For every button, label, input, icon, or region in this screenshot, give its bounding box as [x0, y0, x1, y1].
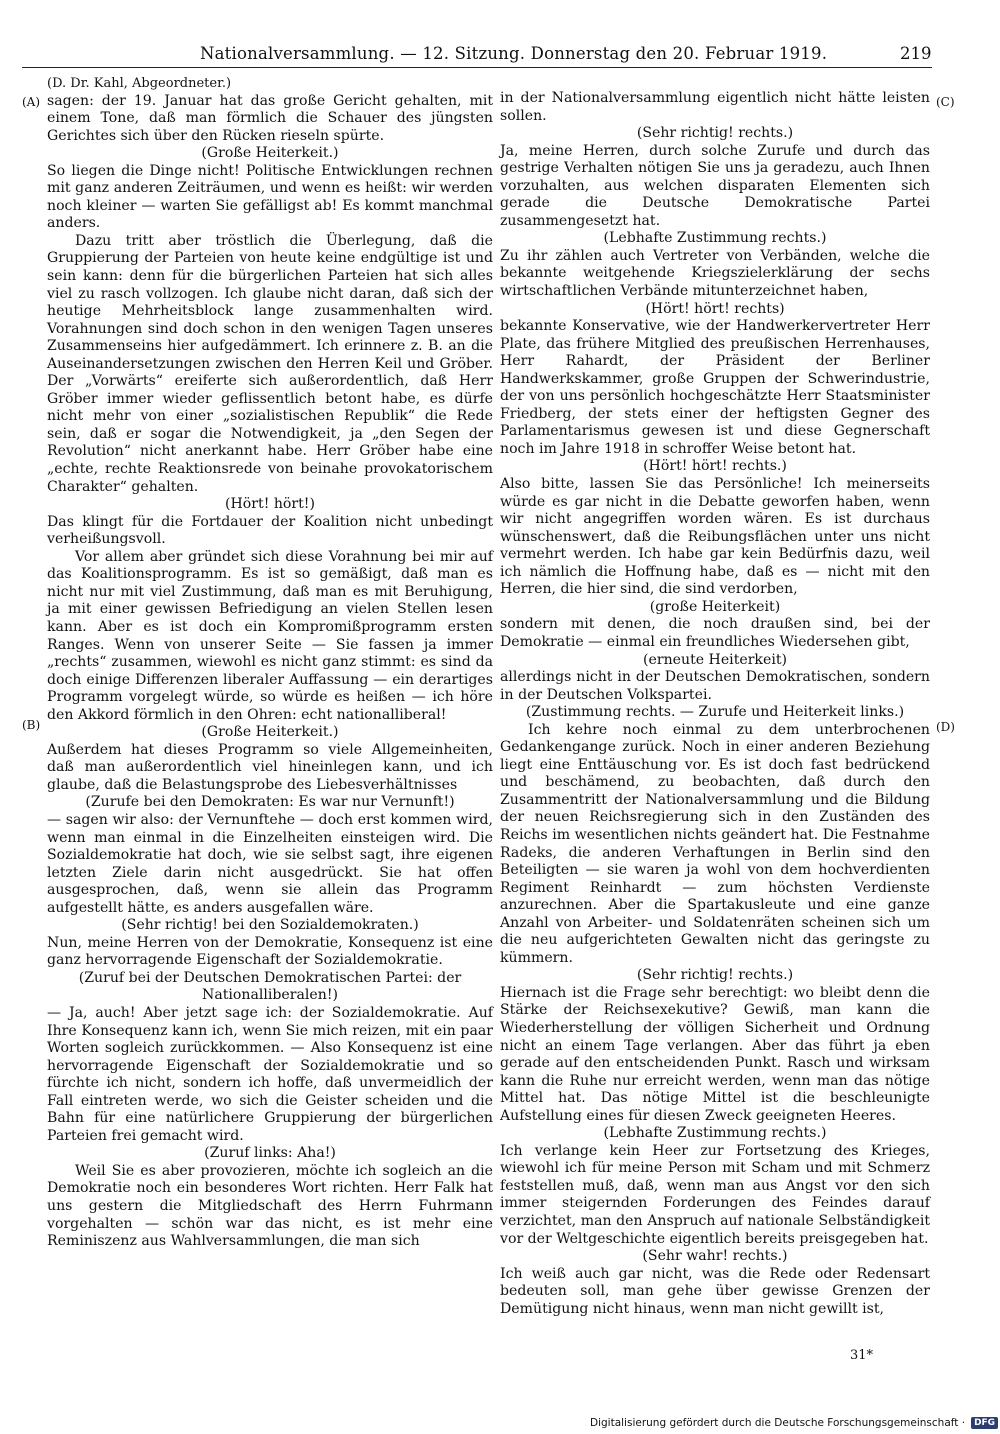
- paragraph: — sagen wir also: der Vernunftehe — doch erst kommen wird, wenn man einmal in die Einzelheiten einsteigen wird. Die Sozialdemokratie hat doch, wie sie selbst sagt, ihre eigenen letzten Ziele darin nicht ausgedrückt. Sie hat offen ausgesprochen, daß, wenn sie allein das Programm aufgestellt hätte, es anders ausgefallen wäre.: [47, 811, 493, 916]
- interjection: (Hört! hört! rechts): [645, 300, 785, 317]
- interjection: (Sehr richtig! rechts.): [636, 125, 794, 142]
- interjection: (Hört! hört! rechts.): [643, 458, 787, 475]
- interjection: (große Heiterkeit): [649, 598, 781, 615]
- paragraph: in der Nationalversammlung eigentlich nicht hätte leisten sollen.: [500, 90, 930, 124]
- interjection: (Zuruf bei der Deutschen Demokratischen Partei: der Nationalliberalen!): [78, 969, 462, 1004]
- paragraph: Zu ihr zählen auch Vertreter von Verbänden, welche die bekannte weitgehende Kriegszielerklärung der sechs wirtschaftlichen Verbände mitunterzeichnet haben,: [500, 247, 930, 300]
- paragraph: sondern mit denen, die noch draußen sind, bei der Demokratie — einmal ein freundliches Wiedersehen gibt,: [500, 616, 930, 650]
- right-column: [500, 90, 930, 1318]
- paragraph: Ich weiß auch gar nicht, was die Rede oder Redensart bedeuten soll, man gehe über gewisse Grenzen der Demütigung nicht hinaus, wenn man nicht gewillt ist,: [500, 1265, 930, 1317]
- speaker-note: (D. Dr. Kahl, Abgeordneter.): [47, 76, 232, 91]
- interjection: (Große Heiterkeit.): [201, 724, 339, 741]
- paragraph: Hiernach ist die Frage sehr berechtigt: wo bleibt denn die Stärke der Reichsexekutive? Gewiß, man kann die Wiederherstellung der völligen Sicherheit und Ordnung nicht an einem Tage verlangen. Aber das führt ja eben gerade auf den entscheidenden Punkt. Rasch und wirksam kann die Ruhe nur erreicht werden, wenn man das nötige Mittel hat. Das nötige Mittel ist die beschleunigte Aufstellung eines für diesen Zweck geeigneten Heeres.: [500, 984, 930, 1124]
- paragraph: allerdings nicht in der Deutschen Demokratischen, sondern in der Deutschen Volkspartei.: [500, 669, 930, 703]
- margin-mark-c: (C): [936, 95, 955, 109]
- interjection: (Große Heiterkeit.): [201, 145, 339, 162]
- margin-mark-b: (B): [22, 718, 41, 732]
- paragraph: Außerdem hat dieses Programm so viele Allgemeinheiten, daß man außerordentlich viel hineinlegen kann, und ich glaube, daß die Belastungsprobe des Liebesverhältnisses: [47, 741, 493, 793]
- dfg-logo-icon: DFG: [971, 1417, 998, 1429]
- paragraph: Ich kehre noch einmal zu dem unterbrochenen Gedankengange zurück. Noch in einer anderen Beziehung liegt eine Enttäuschung vor. Es ist doch fast bedrückend und beschämend, zu beobachten, daß durch den Zusammentritt der Nationalversammlung und die Bildung der neuen Reichsregierung sich in den Zuständen des Reichs im wesentlichen nichts geändert hat. Die Festnahme Radeks, die anderen Verhaftungen in Berlin sind den Beteiligten — sie waren ja wohl von dem hochverdienten Regiment Reinhardt — zum höchsten Verdienste anzurechnen. Aber die Spartakusleute und eine ganze Anzahl von Arbeiter- und Soldatenräten scheinen sich um die neu aufgerichteten Gewalten nicht das geringste zu kümmern.: [500, 721, 930, 966]
- paragraph: Vor allem aber gründet sich diese Vorahnung bei mir auf das Koalitionsprogramm. Es ist so gemäßigt, daß man es nicht nur mit viel Zustimmung, daß man es mit Beruhigung, ja mit einer gewissen Befriedigung an vielen Stellen lesen kann. Aber es ist doch ein Kompromißprogramm ersten Ranges. Wenn von unserer Seite — Sie fassen ja immer „rechts“ zusammen, wiewohl es nicht ganz stimmt: es sind da doch einige Differenzen liberaler Auffassung — ein derartiges Programm vorgelegt würde, so würde es heißen — ich höre den Akkord förmlich in den Ohren: echt nationalliberal!: [47, 548, 493, 723]
- interjection: (Sehr richtig! bei den Sozialdemokraten.): [121, 917, 419, 934]
- interjection: (Zurufe bei den Demokraten: Es war nur Vernunft!): [85, 794, 455, 811]
- interjection: (Zuruf links: Aha!): [204, 1145, 336, 1162]
- paragraph: bekannte Konservative, wie der Handwerkervertreter Herr Plate, das frühere Mitglied des preußischen Herrenhauses, Herr Rahardt, der Präsident der Berliner Handwerkskammer, große Gruppen der Schwerindustrie, der von uns persönlich hochgeschätzte Herr Staatsminister Friedberg, der stets einer der heftigsten Gegner des Parlamentarismus gewesen ist und diese Gegnerschaft noch im Jahre 1918 in schroffer Weise betont hat.: [500, 318, 930, 457]
- paragraph: sagen: der 19. Januar hat das große Gericht gehalten, mit einem Tone, daß man förmlich die Schauer des jüngsten Gerichtes sich über den Rücken rieseln spürte.: [47, 92, 493, 144]
- footer-text: Digitalisierung gefördert durch die Deutsche Forschungsgemeinschaft ·: [590, 1417, 966, 1429]
- interjection: (Lebhafte Zustimmung rechts.): [603, 1125, 827, 1142]
- paragraph: — Ja, auch! Aber jetzt sage ich: der Sozialdemokratie. Auf Ihre Konsequenz kann ich, wenn Sie mich reizen, mit ein paar Worten sogleich zurückkommen. — Also Konsequenz ist eine hervorragende Eigenschaft der Sozialdemokratie und so fürchte ich nicht, sondern ich hoffe, daß unvermeidlich der Fall eintreten werde, wo sich die Geister scheiden und die Bahn für eine natürlichere Gruppierung der bürgerlichen Parteien frei gemacht wird.: [47, 1004, 493, 1144]
- running-title: Nationalversammlung. — 12. Sitzung. Donnerstag den 20. Februar 1919.: [200, 44, 828, 63]
- paragraph: So liegen die Dinge nicht! Politische Entwicklungen rechnen mit ganz anderen Zeiträumen, und wenn es heißt: wir werden noch kleiner — warten Sie gefälligst ab! Es kommt manchmal anders.: [47, 162, 493, 232]
- interjection: (Sehr richtig! rechts.): [636, 967, 794, 984]
- paragraph: Weil Sie es aber provozieren, möchte ich sogleich an die Demokratie noch ein besonderes Wort richten. Herr Falk hat uns gestern die Mitgliedschaft des Herrn Fuhrmann vorgehalten — schön war das nicht, es ist mehr eine Reminiszenz aus Wahlversammlungen, die man sich: [47, 1162, 493, 1250]
- paragraph: Nun, meine Herren von der Demokratie, Konsequenz ist eine ganz hervorragende Eigenschaft der Sozialdemokratie.: [47, 934, 493, 969]
- interjection: (Lebhafte Zustimmung rechts.): [603, 230, 827, 247]
- interjection: (Hört! hört!): [225, 496, 315, 513]
- interjection: (Zustimmung rechts. — Zurufe und Heiterkeit links.): [525, 704, 905, 721]
- paragraph: Ich verlange kein Heer zur Fortsetzung des Krieges, wiewohl ich für meine Person mit Scham und mit Schmerz feststellen muß, daß, wenn man aus Angst vor den sich immer steigernden Forderungen des Feindes darauf verzichtet, man den Anspruch auf nationale Selbständigkeit vor der Weltgeschichte eigentlich bereits preisgegeben hat.: [500, 1142, 930, 1247]
- paragraph: Ja, meine Herren, durch solche Zurufe und durch das gestrige Verhalten nötigen Sie uns ja geradezu, auch Ihnen vorzuhalten, aus welchen disparaten Elementen sich gerade die Deutsche Demokratische Partei zusammengesetzt hat.: [500, 142, 930, 229]
- left-column: [47, 75, 493, 1251]
- signature-mark: 31*: [850, 1348, 874, 1363]
- page-header: [0, 0, 1000, 70]
- header-rule: [22, 67, 932, 68]
- interjection: (erneute Heiterkeit): [643, 651, 787, 668]
- margin-mark-d: (D): [936, 720, 955, 734]
- footer: [590, 1417, 998, 1429]
- paragraph: Das klingt für die Fortdauer der Koalition nicht unbedingt verheißungsvoll.: [47, 513, 493, 548]
- paragraph: Dazu tritt aber tröstlich die Überlegung, daß die Gruppierung der Parteien von heute keine endgültige ist und sein kann: denn für die bürgerlichen Parteien hat sich alles viel zu rasch vollzogen. Ich glaube nicht daran, daß sich der heutige Mehrheitsblock lange zusammenhalten wird. Vorahnungen sind doch schon in den wenigen Tagen unseres Zusammenseins hier aufgedämmert. Ich erinnere z. B. an die Auseinandersetzungen zwischen den Herren Keil und Gröber. Der „Vorwärts“ ereiferte sich außerordentlich, daß Herr Gröber immer wieder geflissentlich betont habe, es dürfe nicht mehr von einer „sozialistischen Republik“ die Rede sein, daß er sogar die Notwendigkeit, ja „den Segen der Revolution“ nicht anerkannt habe. Herr Gröber habe eine „echte, rechte Reaktionsrede von beinahe provokatorischem Charakter“ gehalten.: [47, 232, 493, 495]
- paragraph: Also bitte, lassen Sie das Persönliche! Ich meinerseits würde es gar nicht in die Debatte geworfen haben, wenn wir nicht angegriffen worden wären. Es ist durchaus wünschenswert, daß die Reibungsflächen unter uns nicht vermehrt werden. Ich habe gar kein Bedürfnis dazu, weil ich nämlich die Hoffnung habe, daß es — nicht mit den Herren, die hier sind, die sind verdorben,: [500, 476, 930, 598]
- page-number: 219: [900, 44, 932, 63]
- margin-mark-a: (A): [22, 95, 41, 109]
- interjection: (Sehr wahr! rechts.): [642, 1248, 788, 1265]
